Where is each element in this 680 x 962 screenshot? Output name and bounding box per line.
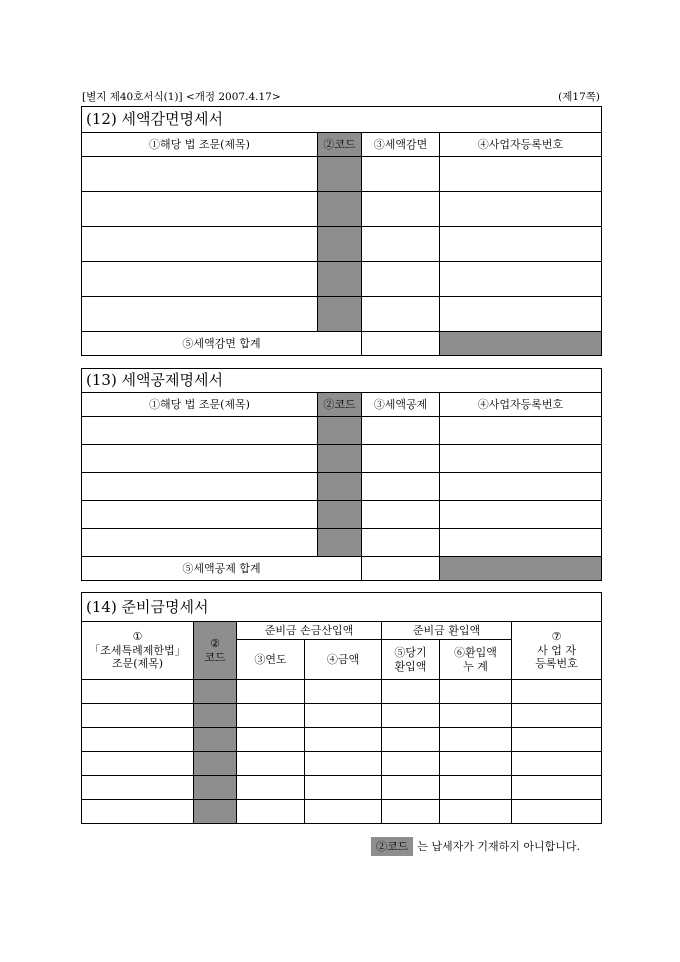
tax-reduction-table — [81, 106, 602, 356]
section-title: (14) 준비금명세서 — [82, 593, 602, 622]
table-row — [82, 800, 602, 824]
table-row — [82, 157, 602, 192]
col-article: ①해당 법 조문(제목) — [82, 393, 318, 417]
table-row — [82, 680, 602, 704]
table-row — [82, 262, 602, 297]
total-label: ⑤세액감면 합계 — [82, 332, 362, 356]
table-row — [82, 728, 602, 752]
table-row — [82, 417, 602, 445]
col-current-return: ⑤당기 환입액 — [382, 640, 440, 680]
col-article: ① 「조세특례제한법」 조문(제목) — [82, 622, 194, 680]
col-return-cumulative: ⑥환입액 누 계 — [440, 640, 512, 680]
section-title: (13) 세액공제명세서 — [82, 369, 602, 393]
table-row — [82, 227, 602, 262]
reserve-table — [81, 592, 602, 824]
table-row — [82, 192, 602, 227]
table-row — [82, 752, 602, 776]
table-row — [82, 501, 602, 529]
table-row — [82, 704, 602, 728]
col-code: ② 코드 — [194, 622, 237, 680]
code-badge: ②코드 — [371, 837, 413, 856]
col-article: ①해당 법 조문(제목) — [82, 133, 318, 157]
total-label: ⑤세액공제 합계 — [82, 557, 362, 581]
group-return: 준비금 환입액 — [382, 622, 512, 640]
page-label: (제17쪽) — [558, 91, 600, 103]
col-credit: ③세액공제 — [362, 393, 440, 417]
col-year: ③연도 — [237, 640, 305, 680]
col-reduction: ③세액감면 — [362, 133, 440, 157]
form-label: [별지 제40호서식(1)] <개정 2007.4.17> — [82, 91, 281, 103]
col-code: ②코드 — [318, 393, 362, 417]
tax-credit-table — [81, 368, 602, 581]
table-row — [82, 297, 602, 332]
col-business-number: ⑦ 사 업 자 등록번호 — [512, 622, 602, 680]
col-business-number: ④사업자등록번호 — [440, 133, 602, 157]
table-row — [82, 529, 602, 557]
col-code: ②코드 — [318, 133, 362, 157]
table-row — [82, 445, 602, 473]
table-row — [82, 776, 602, 800]
group-deduction: 준비금 손금산입액 — [237, 622, 382, 640]
col-business-number: ④사업자등록번호 — [440, 393, 602, 417]
note-text: 는 납세자가 기재하지 아니합니다. — [417, 840, 580, 853]
col-amount: ④금액 — [305, 640, 382, 680]
section-title: (12) 세액감면명세서 — [82, 107, 602, 133]
footer-note — [371, 838, 580, 854]
table-row — [82, 473, 602, 501]
